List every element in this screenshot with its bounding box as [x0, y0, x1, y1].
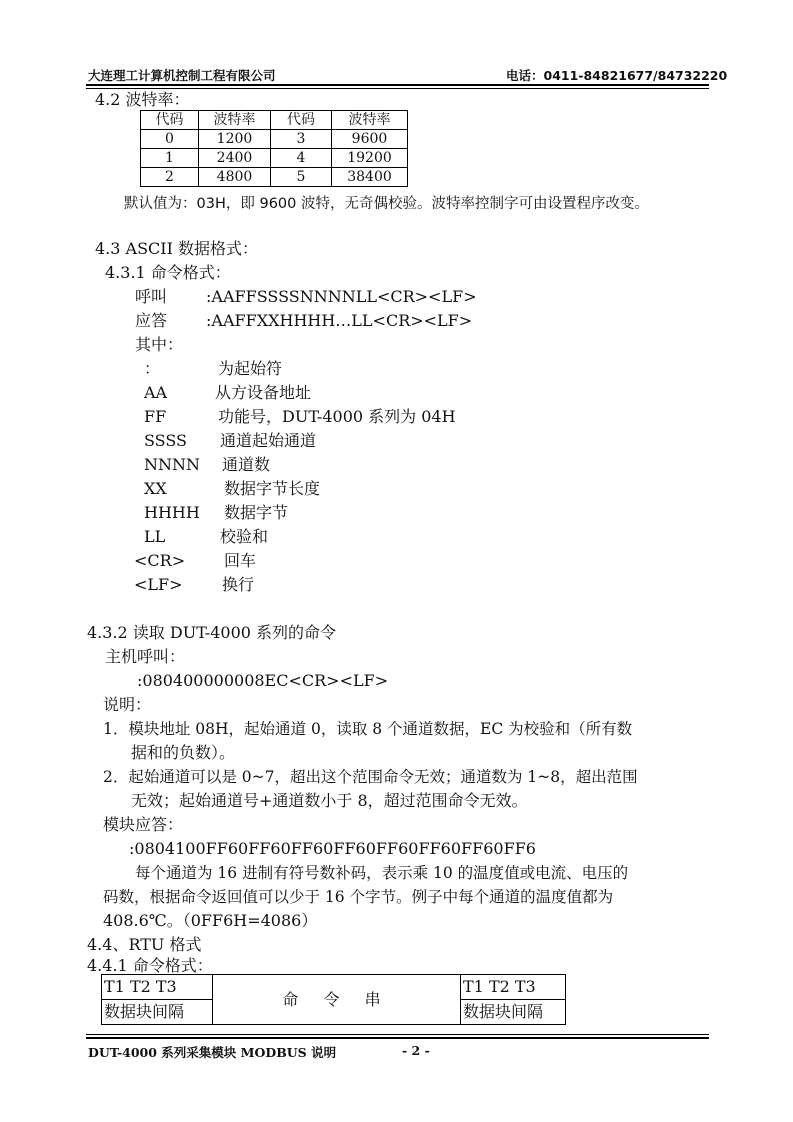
section-4-4-title: 4.4、RTU 格式 — [87, 935, 202, 954]
command-string: 命 令 串 — [282, 989, 391, 1009]
def-key: NNNN — [144, 455, 200, 474]
def-key: ： — [144, 359, 161, 378]
table-cell: 9600 — [332, 130, 408, 149]
def-key: LL — [144, 527, 166, 546]
table-row — [141, 111, 408, 130]
def-key: XX — [144, 479, 167, 498]
table-cell: 38400 — [332, 168, 408, 187]
def-desc: 数据字节长度 — [224, 479, 321, 498]
command-string-cell — [213, 975, 461, 1025]
table-cell: 4800 — [199, 168, 271, 187]
section-4-3-2-title: 4.3.2 读取 DUT-4000 系列的命令 — [87, 623, 337, 642]
def-key: HHHH — [144, 503, 200, 522]
rtu-frame-table — [101, 974, 566, 1025]
paragraph-line: 每个通道为 16 进制有符号数补码，表示乘 10 的温度值或电流、电压的 — [135, 864, 629, 882]
reply-format: :AAFFXXHHHH…LL<CR><LF> — [206, 311, 473, 330]
table-cell: 0 — [141, 130, 199, 149]
table-cell: 4 — [271, 149, 332, 168]
def-key: <CR> — [134, 551, 186, 570]
footer-rule-thick — [86, 1037, 709, 1039]
section-4-4-1-title: 4.4.1 命令格式： — [87, 956, 213, 975]
def-desc: 回车 — [224, 551, 257, 570]
table-row — [102, 975, 566, 1000]
def-key: AA — [144, 383, 168, 402]
def-desc: 校验和 — [220, 527, 269, 546]
def-desc: 数据字节 — [224, 503, 289, 522]
table-cell: 3 — [271, 130, 332, 149]
table-cell: 1 — [141, 149, 199, 168]
table-cell: 19200 — [332, 149, 408, 168]
table-row — [141, 149, 408, 168]
t-labels-left: T1 T2 T3 — [102, 975, 213, 1000]
explain-item-1: 1．模块地址 08H，起始通道 0，读取 8 个通道数据，EC 为校验和（所有数 — [103, 720, 633, 738]
explain-label: 说明： — [103, 695, 152, 714]
def-desc: 通道起始通道 — [220, 431, 317, 450]
table-header-cell: 代码 — [271, 111, 332, 130]
def-desc: 功能号，DUT-4000 系列为 04H — [218, 407, 456, 426]
host-command: :080400000008EC<CR><LF> — [137, 671, 389, 690]
section-4-3-title: 4.3 ASCII 数据格式： — [95, 239, 259, 258]
module-reply-data: :0804100FF60FF60FF60FF60FF60FF60FF60FF6 — [129, 839, 536, 858]
explain-item-2: 2．起始通道可以是 0~7，超出这个范围命令无效；通道数为 1~8，超出范围 — [103, 768, 638, 786]
def-key: SSSS — [144, 431, 187, 450]
footer-doc-title: DUT-4000 系列采集模块 MODBUS 说明 — [88, 1045, 337, 1060]
header-phone: 电话：0411-84821677/84732220 — [506, 68, 728, 83]
table-cell: 2 — [141, 168, 199, 187]
def-desc: 换行 — [222, 575, 255, 594]
table-cell: 2400 — [199, 149, 271, 168]
explain-item-1-cont: 据和的负数）。 — [131, 743, 236, 762]
table-row — [141, 130, 408, 149]
table-cell: 5 — [271, 168, 332, 187]
host-call-label: 主机呼叫： — [105, 647, 186, 666]
def-desc: 从方设备地址 — [215, 383, 312, 402]
table-header-cell: 代码 — [141, 111, 199, 130]
call-format: :AAFFSSSSNNNNLL<CR><LF> — [206, 287, 477, 306]
reply-label: 应答 — [135, 311, 168, 330]
module-reply-label: 模块应答： — [103, 815, 184, 834]
header-rule-thin — [86, 88, 709, 89]
footer-rule-thin — [86, 1034, 709, 1035]
explain-item-2-cont: 无效；起始通道号+通道数小于 8，超过范围命令无效。 — [131, 791, 528, 810]
block-gap-left: 数据块间隔 — [102, 1000, 213, 1025]
table-header-cell: 波特率 — [199, 111, 271, 130]
where-label: 其中： — [135, 335, 184, 354]
footer-page-number: - 2 - — [402, 1043, 430, 1058]
header-company: 大连理工计算机控制工程有限公司 — [88, 68, 276, 83]
def-key: <LF> — [134, 575, 183, 594]
section-4-3-1-title: 4.3.1 命令格式： — [105, 263, 231, 282]
table-header-cell: 波特率 — [332, 111, 408, 130]
baud-rate-note: 默认值为：03H，即 9600 波特，无奇偶校验。波特率控制字可由设置程序改变。 — [124, 196, 649, 212]
table-cell: 1200 — [199, 130, 271, 149]
section-4-2-title: 4.2 波特率： — [95, 90, 190, 109]
call-label: 呼叫 — [135, 287, 168, 306]
t-labels-right: T1 T2 T3 — [461, 975, 566, 1000]
baud-rate-table — [140, 110, 408, 187]
block-gap-right: 数据块间隔 — [461, 1000, 566, 1025]
paragraph-line: 408.6℃。（0FF6H=4086） — [103, 911, 318, 930]
paragraph-line: 码数，根据命令返回值可以少于 16 个字节。例子中每个通道的温度值都为 — [103, 888, 614, 906]
table-row — [141, 168, 408, 187]
def-desc: 通道数 — [222, 455, 271, 474]
header-rule-thick — [86, 84, 709, 86]
def-desc: 为起始符 — [218, 359, 283, 378]
def-key: FF — [144, 407, 167, 426]
